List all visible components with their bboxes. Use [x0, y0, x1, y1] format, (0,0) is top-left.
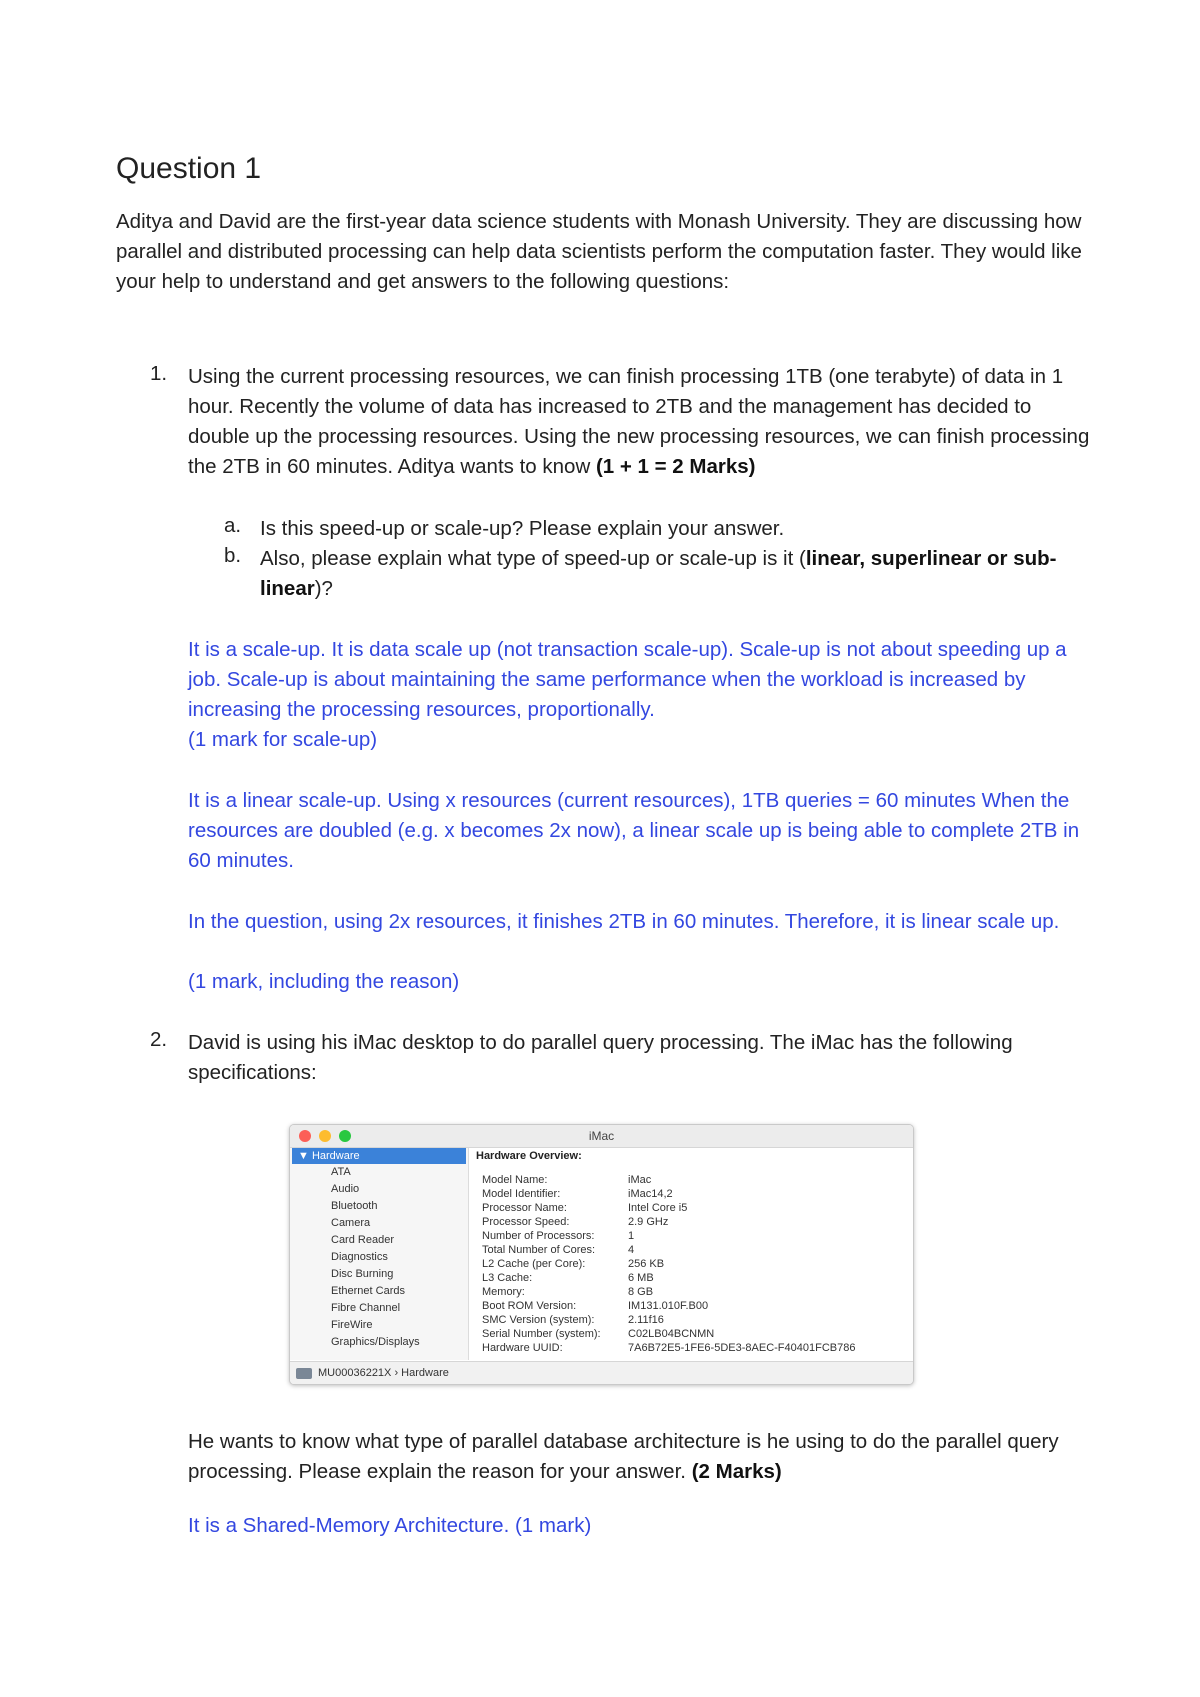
- sidebar-item-graphics-displays: Graphics/Displays: [331, 1336, 420, 1348]
- answer-1-reason: In the question, using 2x resources, it finishes 2TB in 60 minutes. Therefore, it is linear scale up.: [188, 910, 1060, 933]
- answer-1-mark: (1 mark for scale-up): [188, 728, 378, 751]
- spec-label: Model Name:: [482, 1174, 548, 1186]
- spec-value: C02LB04BCNMN: [628, 1328, 715, 1340]
- window-titlebar: [290, 1125, 913, 1148]
- intro-paragraph: Aditya and David are the first-year data science students with Monash University. They are discussing how parallel and distributed processing can help data scientists perform the computation faster. They would like your help to understand and get answers to the following questions:: [116, 210, 1082, 293]
- question-2-text: David is using his iMac desktop to do parallel query processing. The iMac has the following specifications:: [188, 1031, 1013, 1084]
- sub-question-b-post: )?: [314, 577, 333, 600]
- answer-1-reason-mark: (1 mark, including the reason): [188, 970, 460, 993]
- question-1-body: Using the current processing resources, we can finish processing 1TB (one terabyte) of data in 1 hour. Recently the volume of data has increased to 2TB and the management has decided to double up the processing resources. Using the new processing resources, we can finish processing the 2TB in 60 minutes. Aditya wants to know: [188, 365, 1090, 478]
- question-2-prompt: [188, 1427, 1098, 1487]
- sub-question-b-options: linear, superlinear or sub-linear: [260, 547, 1057, 600]
- question-1-marks: (1 + 1 = 2 Marks): [595, 455, 756, 478]
- answer-2: It is a Shared-Memory Architecture. (1 mark): [188, 1514, 592, 1537]
- hardware-sidebar: [290, 1148, 469, 1360]
- hardware-overview-panel: [470, 1148, 913, 1360]
- path-bar-text: MU00036221X › Hardware: [318, 1367, 449, 1379]
- sidebar-item-card-reader: Card Reader: [331, 1234, 394, 1246]
- spec-label: Processor Speed:: [482, 1216, 570, 1228]
- question-1-text: [188, 362, 1098, 482]
- sub-letter-a: a.: [224, 514, 242, 537]
- spec-label: Model Identifier:: [482, 1188, 561, 1200]
- sidebar-item-camera: Camera: [331, 1217, 371, 1229]
- spec-label: L2 Cache (per Core):: [482, 1258, 586, 1270]
- spec-label: L3 Cache:: [482, 1272, 533, 1284]
- spec-label: SMC Version (system):: [482, 1314, 595, 1326]
- spec-value: iMac: [628, 1174, 652, 1186]
- spec-label: Boot ROM Version:: [482, 1300, 577, 1312]
- imac-system-info-window: [289, 1124, 914, 1385]
- sidebar-item-fibre-channel: Fibre Channel: [331, 1302, 401, 1314]
- spec-label: Processor Name:: [482, 1202, 567, 1214]
- spec-label: Number of Processors:: [482, 1230, 595, 1242]
- spec-value: iMac14,2: [628, 1188, 673, 1200]
- overview-title: Hardware Overview:: [476, 1150, 582, 1162]
- sidebar-item-firewire: FireWire: [331, 1319, 373, 1331]
- path-bar: [290, 1361, 913, 1385]
- sidebar-item-ethernet-cards: Ethernet Cards: [331, 1285, 405, 1297]
- spec-value: 7A6B72E5-1FE6-5DE3-8AEC-F40401FCB786: [628, 1342, 856, 1354]
- spec-label: Memory:: [482, 1286, 525, 1298]
- spec-value: IM131.010F.B00: [628, 1300, 709, 1312]
- sidebar-item-bluetooth: Bluetooth: [331, 1200, 378, 1212]
- spec-value: 2.11f16: [628, 1314, 664, 1326]
- window-title: iMac: [588, 1129, 615, 1143]
- list-number: 2.: [150, 1028, 168, 1051]
- spec-value: 8 GB: [628, 1286, 654, 1298]
- sub-letter-b: b.: [224, 544, 242, 567]
- spec-label: Serial Number (system):: [482, 1328, 601, 1340]
- question-2-body: He wants to know what type of parallel database architecture is he using to do the parallel query processing. Please explain the reason for your answer.: [188, 1430, 1059, 1483]
- sidebar-item-disc-burning: Disc Burning: [331, 1268, 394, 1280]
- spec-value: 2.9 GHz: [628, 1216, 669, 1228]
- spec-label: Total Number of Cores:: [482, 1244, 596, 1256]
- spec-value: 6 MB: [628, 1272, 654, 1284]
- page-title: Question 1: [116, 152, 262, 185]
- list-number: 1.: [150, 362, 168, 385]
- spec-label: Hardware UUID:: [482, 1342, 563, 1354]
- question-2-marks: (2 Marks): [691, 1460, 782, 1483]
- spec-value: 1: [628, 1230, 635, 1242]
- computer-icon: [296, 1368, 312, 1379]
- sub-question-b: [260, 544, 1100, 604]
- sub-question-b-pre: Also, please explain what type of speed-up or scale-up is it (: [260, 547, 806, 570]
- answer-1-scale-up: It is a scale-up. It is data scale up (not transaction scale-up). Scale-up is not about speeding up a job. Scale-up is about maintaining the same performance when the workload is increased by increasing the processing resources, proportionally.: [188, 638, 1067, 721]
- sidebar-item-hardware: ▼ Hardware: [292, 1148, 466, 1164]
- sub-question-a: Is this speed-up or scale-up? Please explain your answer.: [260, 517, 785, 540]
- sidebar-item-diagnostics: Diagnostics: [331, 1251, 388, 1263]
- spec-value: 4: [628, 1244, 635, 1256]
- sidebar-item-audio: Audio: [331, 1183, 360, 1195]
- spec-value: Intel Core i5: [628, 1202, 688, 1214]
- answer-1-linear: It is a linear scale-up. Using x resources (current resources), 1TB queries = 60 minutes When the resources are doubled (e.g. x becomes 2x now), a linear scale up is being able to complete 2TB in 60 minutes.: [188, 789, 1080, 872]
- spec-value: 256 KB: [628, 1258, 665, 1270]
- sidebar-item-ata: ATA: [331, 1166, 351, 1178]
